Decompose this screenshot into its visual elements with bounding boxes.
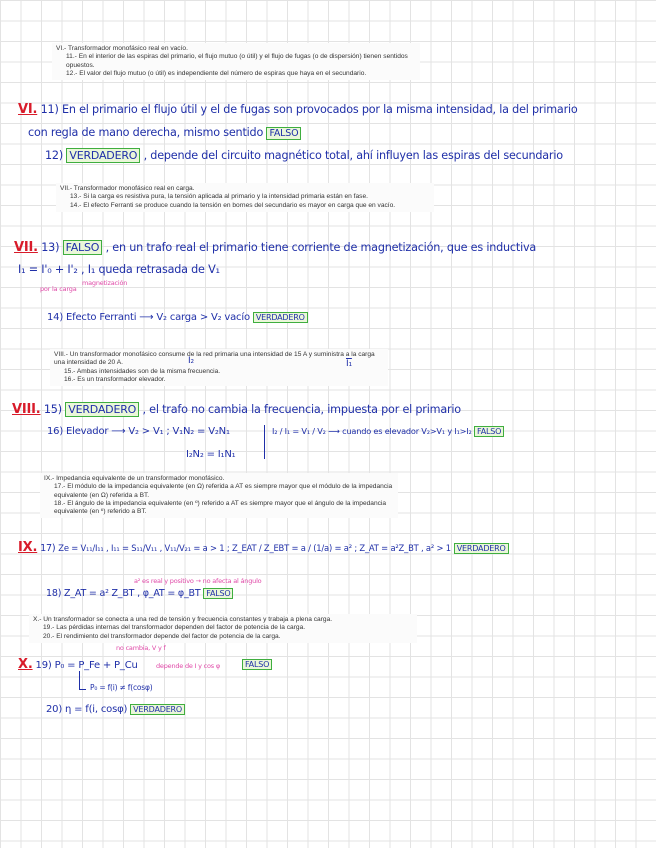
note-q15-num: 15) [43, 403, 62, 416]
note-q12-text: , depende del circuito magnético total, ahí influyen las espiras del secundario [143, 149, 563, 162]
block-vi-title: VI.- Transformador monofásico real en vacío. [56, 45, 188, 52]
note-vii-roman: VII. [14, 240, 38, 255]
note-vii-line-q14 [47, 312, 308, 323]
block-ix-title: IX.- Impedancia equivalente de un transformador monofásico. [44, 475, 225, 482]
note-ix-roman: IX. [18, 540, 38, 555]
block-ix-item-17: 17.- El módulo de la impedancia equivalente (en Ω) referida a AT es siempre mayor que el módulo de la impedancia equivalente (en Ω) referida a BT. [54, 483, 393, 499]
verdict-q20: VERDADERO [130, 704, 185, 715]
printed-block-viii [50, 349, 388, 386]
note-vii-line1 [14, 240, 536, 255]
note-vii-formula [18, 263, 220, 276]
block-vi-item-11: 11.- En el interior de las espiras del primario, el flujo mutuo (o útil) y el flujo de fugas (o de dispersión) tienen sentidos opuestos. [66, 53, 408, 69]
note-q16-brace [264, 425, 265, 459]
note-q13-num: 13) [41, 241, 60, 254]
note-q14-num: 14) [47, 312, 64, 323]
note-q19-num: 19) [35, 660, 52, 671]
note-vi-roman: VI. [18, 102, 38, 117]
verdict-q16: FALSO [474, 426, 504, 437]
note-q12-num: 12) [45, 149, 64, 162]
printed-block-ix [40, 473, 398, 518]
verdict-q13: FALSO [63, 240, 103, 255]
note-q19-bracket [79, 671, 86, 690]
note-q18-num: 18) [46, 588, 62, 599]
note-viii-line1 [12, 402, 461, 417]
block-x-item-20: 20.- El rendimiento del transformador depende del factor de potencia de la carga. [43, 632, 281, 640]
note-q19-pink-side: depende de I y cos φ [156, 662, 220, 670]
verdict-q19: FALSO [242, 659, 272, 670]
note-vi-line1 [18, 102, 578, 117]
block-ix-item-18: 18.- El ángulo de la impedancia equivalente (en º) referido a AT es siempre mayor que el ángulo de la impedancia equivalente (en º) referido a BT. [54, 499, 387, 516]
note-vi-line3 [45, 149, 563, 162]
note-q15-text: , el trafo no cambia la frecuencia, impuesta por el primario [142, 403, 461, 416]
verdict-q11: FALSO [266, 127, 301, 140]
note-q14-text: Efecto Ferranti ⟶ V₂ carga > V₂ vacío [66, 312, 250, 323]
note-q19-pink-top: no cambia, V y f [116, 644, 166, 652]
note-x-line2 [46, 704, 185, 715]
verdict-q17: VERDADERO [454, 543, 509, 554]
note-q16-c: I₂ / I₁ = V₁ / V₂ ⟶ cuando es elevador V₂>V₁ y I₁>I₂ [272, 426, 472, 436]
block-viii-item-15: 15.- Ambas intensidades son de la misma frecuencia. [64, 367, 221, 375]
note-viii-line2 [47, 426, 230, 437]
block-vii-item-13: 13.- Si la carga es resistiva pura, la tensión aplicada al primario y la intensidad primaria están en fase. [70, 193, 368, 201]
verdict-q14: VERDADERO [253, 312, 308, 323]
note-q20-num: 20) [46, 704, 63, 715]
note-q16-a: Elevador ⟶ V₂ > V₁ ; V₁N₂ = V₂N₁ [66, 426, 230, 437]
note-q13-formula: I₁ = I'₀ + I'₂ , I₁ queda retrasada de V₁ [18, 263, 220, 276]
block-x-item-19: 19.- Las pérdidas internas del transformador dependen del factor de potencia de la carga. [43, 624, 306, 632]
note-q13-pink-1: por la carga [40, 285, 77, 293]
note-ix-line1 [18, 540, 509, 555]
printed-block-vi [52, 43, 420, 80]
note-viii-roman: VIII. [12, 402, 41, 417]
note-q20-text: η = f(i, cosφ) [65, 704, 128, 715]
note-q18-text: Z_AT = a² Z_BT , φ_AT = φ_BT [64, 588, 201, 599]
printed-block-vii [56, 183, 434, 212]
note-q17-text: Ze = V₁₁/I₁₁ , I₁₁ = S₁₁/V₁₁ , V₁₁/V₂₁ = a > 1 ; Z_EAT / Z_EBT = a / (1/a) = a² ; Z_AT = a²Z_BT , a² > 1 [58, 543, 451, 553]
note-q11-line2: con regla de mano derecha, mismo sentido [28, 126, 264, 139]
note-viii-line2b [272, 426, 504, 436]
note-q11-num: 11) [40, 103, 59, 116]
block-vii-title: VII.- Transformador monofásico real en carga. [60, 185, 195, 192]
verdict-q12: VERDADERO [66, 148, 140, 163]
note-q19-sub: P₀ = f(i) ≠ f(cosφ) [90, 683, 153, 692]
note-viii-margin-i1: I₁ [346, 359, 352, 369]
note-q17-num: 17) [40, 543, 56, 554]
block-viii-title: VIII.- Un transformador monofásico consume de la red primaria una intensidad de 15 A y suministra a la carga una intensidad de 20 A. [54, 351, 375, 367]
note-ix-line2 [46, 588, 233, 599]
note-viii-margin-i2: I₂ [188, 356, 194, 366]
block-vi-item-12: 12.- El valor del flujo mutuo (o útil) es independiente del número de espiras que haya en el secundario. [66, 69, 367, 77]
note-q13-text: , en un trafo real el primario tiene corriente de magnetización, que es inductiva [105, 241, 537, 254]
printed-block-x [29, 614, 417, 643]
note-q11-line1: En el primario el flujo útil y el de fugas son provocados por la misma intensidad, la del primario [61, 103, 578, 116]
note-q18-pink: a² es real y positivo → no afecta al ángulo [134, 577, 262, 585]
verdict-q15: VERDADERO [65, 402, 139, 417]
block-vii-item-14: 14.- El efecto Ferranti se produce cuando la tensión en bornes del secundario es mayor en carga que en vacío. [70, 201, 396, 209]
note-vi-line2 [28, 126, 301, 139]
note-q19-verdict-wrap [242, 657, 272, 670]
note-q16-num: 16) [47, 426, 64, 437]
verdict-q18: FALSO [203, 588, 233, 599]
note-q13-pink-2: magnetización [82, 279, 128, 287]
note-q19-text: P₀ = P_Fe + P_Cu [54, 660, 138, 671]
block-x-title: X.- Un transformador se conecta a una red de tensión y frecuencia constantes y trabaja a plena carga. [33, 616, 333, 623]
block-viii-item-16: 16.- Es un transformador elevador. [64, 375, 166, 383]
note-q16-b: I₂N₂ = I₁N₁ [186, 449, 236, 460]
note-x-roman: X. [18, 657, 33, 672]
note-x-line1 [18, 657, 138, 672]
